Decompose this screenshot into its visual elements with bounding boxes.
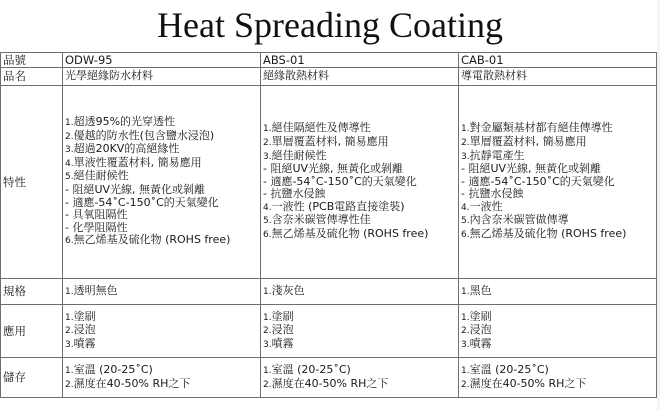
list-item-text: 濕度在40-50% RH之下	[73, 376, 191, 390]
list-item-number: 4.	[461, 202, 470, 213]
list-item-text: - 阻絕UV光線, 無黃化或剝離	[263, 162, 404, 176]
list-item-number: 5.	[461, 216, 470, 227]
product-code-2: ABS-01	[261, 53, 459, 68]
storage-cell-3	[459, 358, 657, 398]
table-row-storage	[1, 358, 657, 398]
list-item-number: 3.	[65, 339, 74, 350]
list-item-text: 單液性覆蓋材料, 簡易應用	[73, 155, 202, 169]
list-item	[263, 136, 456, 150]
spec-text: 淺灰色	[271, 283, 305, 297]
list-item	[461, 364, 654, 378]
list-item-text: 內含奈米碳管做傳導	[469, 213, 569, 227]
spec-text: 透明無色	[73, 283, 118, 297]
list-item-number: 1.	[263, 312, 272, 323]
row-label-storage: 儲存	[1, 358, 63, 398]
list-item-number: 2.	[263, 379, 272, 390]
applications-cell-1	[63, 305, 261, 358]
list-item	[65, 234, 258, 248]
spec-number: 1.	[65, 286, 74, 297]
list-item-text: 絕佳隔絕性及傳導性	[271, 121, 371, 135]
spec-number: 1.	[263, 286, 272, 297]
list-item-number: 1.	[461, 312, 470, 323]
spec-cell-3	[459, 279, 657, 305]
list-item-text: - 阻絕UV光線, 無黃化或剝離	[65, 183, 206, 196]
list-item-text: 一液性 (PCB電路直接塗裝)	[271, 199, 405, 213]
list-item-text: 優越的防水性(包含鹽水浸泡)	[73, 128, 215, 142]
features-cell-2	[261, 86, 459, 279]
list-item-text: 塗刷	[271, 309, 294, 323]
list-item	[263, 228, 456, 242]
product-code-1: ODW-95	[63, 53, 261, 68]
table-row-applications	[1, 305, 657, 358]
list-item-text: 絕佳耐候性	[271, 148, 327, 162]
list-item-number: 6.	[263, 230, 272, 241]
storage-cell-1	[63, 358, 261, 398]
product-name-1: 光學絕緣防水材料	[63, 68, 261, 86]
list-item-text: 超透95%的光穿透性	[73, 115, 176, 129]
list-item-number: 4.	[263, 202, 272, 213]
row-label-part-number: 品號	[1, 53, 63, 68]
list-item	[263, 378, 456, 392]
list-item	[461, 136, 654, 150]
list-item-number: 1.	[65, 312, 74, 323]
product-code-3: CAB-01	[459, 53, 657, 68]
list-item	[65, 378, 258, 392]
list-item-text: 對金屬類基材都有絕佳傳導性	[469, 121, 613, 135]
list-item-text: 無乙烯基及硫化物 (ROHS free)	[469, 227, 627, 241]
list-item-text: 超過20KV的高絕緣性	[73, 142, 180, 156]
list-item	[65, 364, 258, 378]
spec-text: 黑色	[469, 283, 492, 297]
table-row-product-name	[1, 68, 657, 86]
list-item-text: 浸泡	[73, 323, 96, 337]
list-item-number: 4.	[65, 158, 74, 169]
list-item-text: - 抗鹽水侵蝕	[263, 187, 326, 201]
list-item-number: 6.	[65, 236, 74, 247]
list-item	[263, 364, 456, 378]
list-item	[263, 311, 456, 325]
list-item-text: - 阻絕UV光線, 無黃化或剝離	[461, 162, 602, 176]
list-item-number: 5.	[263, 216, 272, 227]
storage-cell-2	[261, 358, 459, 398]
list-item-number: 2.	[461, 379, 470, 390]
list-item	[263, 122, 456, 136]
row-label-features: 特性	[1, 86, 63, 279]
features-cell-3	[459, 86, 657, 279]
row-label-spec: 規格	[1, 279, 63, 305]
list-item-number: 3.	[65, 145, 74, 156]
list-item	[65, 311, 258, 325]
list-item-text: 室溫 (20-25˚C)	[271, 362, 351, 376]
list-item	[65, 170, 258, 184]
list-item-number: 1.	[263, 124, 272, 135]
list-item	[461, 228, 654, 242]
list-item-text: 單層覆蓋材料, 簡易應用	[271, 134, 389, 148]
list-item-number: 1.	[461, 124, 470, 135]
list-item	[65, 116, 258, 130]
list-item	[461, 311, 654, 325]
list-item-text: 塗刷	[73, 309, 96, 323]
applications-cell-3	[459, 305, 657, 358]
list-item-text: - 化學阻隔性	[65, 220, 128, 234]
table-row-part-number	[1, 53, 657, 68]
list-item-number: 2.	[461, 326, 470, 337]
list-item-number: 2.	[461, 137, 470, 148]
list-item	[263, 338, 456, 352]
list-item-number: 1.	[263, 365, 272, 376]
list-item-text: 含奈米碳管傳導性佳	[271, 213, 371, 227]
table-row-features	[1, 86, 657, 279]
list-item	[461, 338, 654, 352]
list-item-number: 6.	[461, 230, 470, 241]
list-item-text: 一液性	[469, 199, 503, 213]
list-item-number: 2.	[65, 379, 74, 390]
list-item-text: 絕佳耐候性	[73, 169, 129, 183]
list-item-number: 5.	[65, 172, 74, 183]
list-item-text: 單層覆蓋材料, 簡易應用	[469, 134, 587, 148]
spec-cell-2	[261, 279, 459, 305]
list-item-number: 2.	[65, 326, 74, 337]
list-item-number: 3.	[263, 151, 272, 162]
list-item	[461, 122, 654, 136]
list-item	[263, 324, 456, 338]
list-item	[461, 378, 654, 392]
list-item	[65, 338, 258, 352]
list-item-number: 3.	[263, 339, 272, 350]
page-title: Heat Spreading Coating	[157, 5, 503, 45]
list-item-text: 濕度在40-50% RH之下	[469, 376, 587, 390]
features-cell-1	[63, 86, 261, 279]
list-item-number: 2.	[65, 131, 74, 142]
list-item-number: 1.	[65, 118, 74, 129]
list-item-text: - 適應-54˚C-150˚C的天氣變化	[461, 174, 615, 188]
list-item-text: 噴霧	[271, 336, 294, 350]
list-item-text: 濕度在40-50% RH之下	[271, 376, 389, 390]
list-item-text: 浸泡	[271, 323, 294, 337]
list-item-text: 室溫 (20-25˚C)	[73, 362, 153, 376]
product-comparison-table	[0, 52, 657, 398]
list-item-text: 無乙烯基及硫化物 (ROHS free)	[271, 227, 429, 241]
list-item-text: 噴霧	[73, 336, 96, 350]
row-label-applications: 應用	[1, 305, 63, 358]
list-item-text: 抗靜電產生	[469, 148, 525, 162]
list-item-text: - 適應-54˚C-150˚C的天氣變化	[65, 195, 219, 209]
list-item-text: - 抗鹽水侵蝕	[461, 187, 524, 201]
list-item-number: 3.	[461, 339, 470, 350]
list-item-text: - 適應-54˚C-150˚C的天氣變化	[263, 174, 417, 188]
list-item-number: 1.	[65, 365, 74, 376]
spec-number: 1.	[461, 286, 470, 297]
list-item-text: - 具氧阻隔性	[65, 208, 128, 222]
list-item-text: 室溫 (20-25˚C)	[469, 362, 549, 376]
list-item	[461, 324, 654, 338]
list-item-number: 3.	[461, 151, 470, 162]
list-item	[65, 324, 258, 338]
list-item-text: 浸泡	[469, 323, 492, 337]
spec-cell-1	[63, 279, 261, 305]
table-row-spec	[1, 279, 657, 305]
list-item-text: 噴霧	[469, 336, 492, 350]
product-name-2: 絕緣散熱材料	[261, 68, 459, 86]
applications-cell-2	[261, 305, 459, 358]
list-item-number: 2.	[263, 326, 272, 337]
list-item-text: 無乙烯基及硫化物 (ROHS free)	[73, 233, 231, 247]
list-item	[65, 143, 258, 157]
product-name-3: 導電散熱材料	[459, 68, 657, 86]
list-item-number: 1.	[461, 365, 470, 376]
row-label-product-name: 品名	[1, 68, 63, 86]
list-item-text: 塗刷	[469, 309, 492, 323]
list-item-number: 2.	[263, 137, 272, 148]
